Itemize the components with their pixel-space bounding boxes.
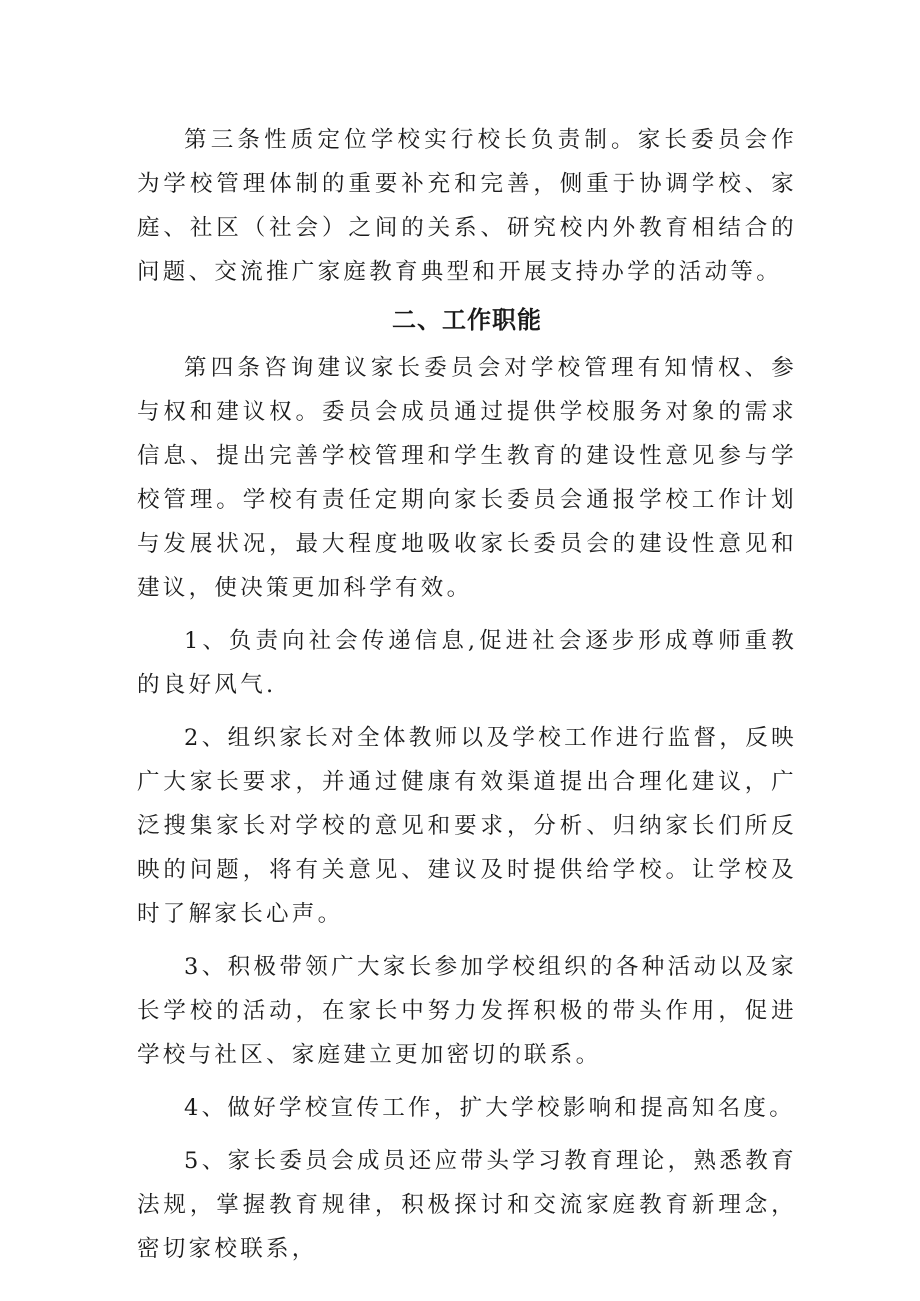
paragraph-article-3: 第三条性质定位学校实行校长负责制。家长委员会作为学校管理体制的重要补充和完善，侧重于协调学校、家庭、社区（社会）之间的关系、研究校内外教育相结合的问题、交流推广家庭教育典型和开展支持办学的活动等。 [137, 127, 797, 285]
paragraph-item-5: 5、家长委员会成员还应带头学习教育理论，熟悉教育法规，掌握教育规律，积极探讨和交流家庭教育新理念，密切家校联系， [137, 1148, 797, 1262]
section-heading: 二、工作职能 [392, 306, 542, 334]
paragraph-article-4: 第四条咨询建议家长委员会对学校管理有知情权、参与权和建议权。委员会成员通过提供学校服务对象的需求信息、提出完善学校管理和学生教育的建设性意见参与学校管理。学校有责任定期向家长委员会通报学校工作计划与发展状况，最大程度地吸收家长委员会的建设性意见和建议，使决策更加科学有效。 [137, 355, 797, 601]
paragraph-item-2: 2、组织家长对全体教师以及学校工作进行监督，反映广大家长要求，并通过健康有效渠道提出合理化建议，广泛搜集家长对学校的意见和要求，分析、归纳家长们所反映的问题，将有关意见、建议及时提供给学校。让学校及时了解家长心声。 [137, 725, 797, 927]
document-body [137, 118, 797, 1271]
paragraph-item-1: 1、负责向社会传递信息,促进社会逐步形成尊师重教的良好风气. [137, 628, 797, 698]
paragraph-item-3: 3、积极带领广大家长参加学校组织的各种活动以及家长学校的活动，在家长中努力发挥积极的带头作用，促进学校与社区、家庭建立更加密切的联系。 [137, 954, 797, 1068]
paragraph-item-4: 4、做好学校宣传工作，扩大学校影响和提高知名度。 [184, 1095, 796, 1121]
